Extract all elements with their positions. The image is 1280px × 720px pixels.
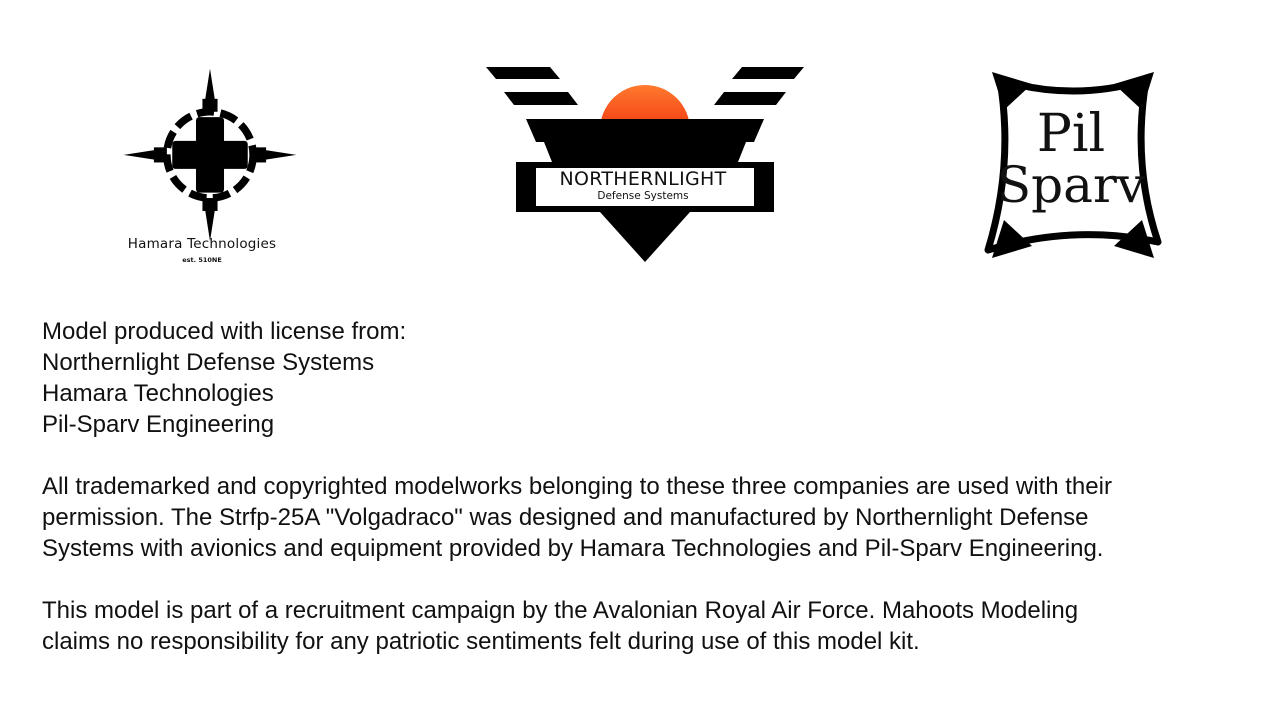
recruitment-line: This model is part of a recruitment campaign by the Avalonian Royal Air Force. Mahoots Modeling [42, 597, 1079, 624]
trademark-line: All trademarked and copyrighted modelworks belonging to these three companies are used with their [42, 473, 1112, 500]
licensor-pil-sparv: Pil-Sparv Engineering [42, 411, 275, 438]
pil-sparv-logo [968, 62, 1178, 268]
trademark-line: permission. The Strfp-25A "Volgadraco" was designed and manufactured by Northernlight Defense [42, 504, 1089, 531]
trademark-paragraph [42, 471, 1262, 564]
licensor-northernlight: Northernlight Defense Systems [42, 349, 375, 376]
northernlight-logo-subtitle: Defense Systems [597, 190, 689, 202]
northernlight-logo [484, 62, 808, 266]
hamara-logo-name: Hamara Technologies [127, 236, 277, 252]
recruitment-line: claims no responsibility for any patriotic sentiments felt during use of this model kit. [42, 628, 920, 655]
license-list [42, 316, 1262, 440]
northernlight-logo-name: NORTHERNLIGHT [559, 168, 727, 190]
recruitment-paragraph [42, 595, 1262, 657]
northernlight-emblem-icon [484, 62, 808, 266]
pil-sparv-logo-line1: Pil [1036, 104, 1106, 164]
pil-sparv-logo-line2: Sparv [996, 156, 1146, 214]
hamara-technologies-logo [100, 60, 320, 280]
license-notice [42, 316, 1262, 688]
license-intro: Model produced with license from: [42, 318, 407, 345]
licensor-hamara: Hamara Technologies [42, 380, 274, 407]
hamara-logo-est: est. 510NE [182, 256, 222, 264]
trademark-line: Systems with avionics and equipment provided by Hamara Technologies and Pil-Sparv Engineering. [42, 535, 1104, 562]
